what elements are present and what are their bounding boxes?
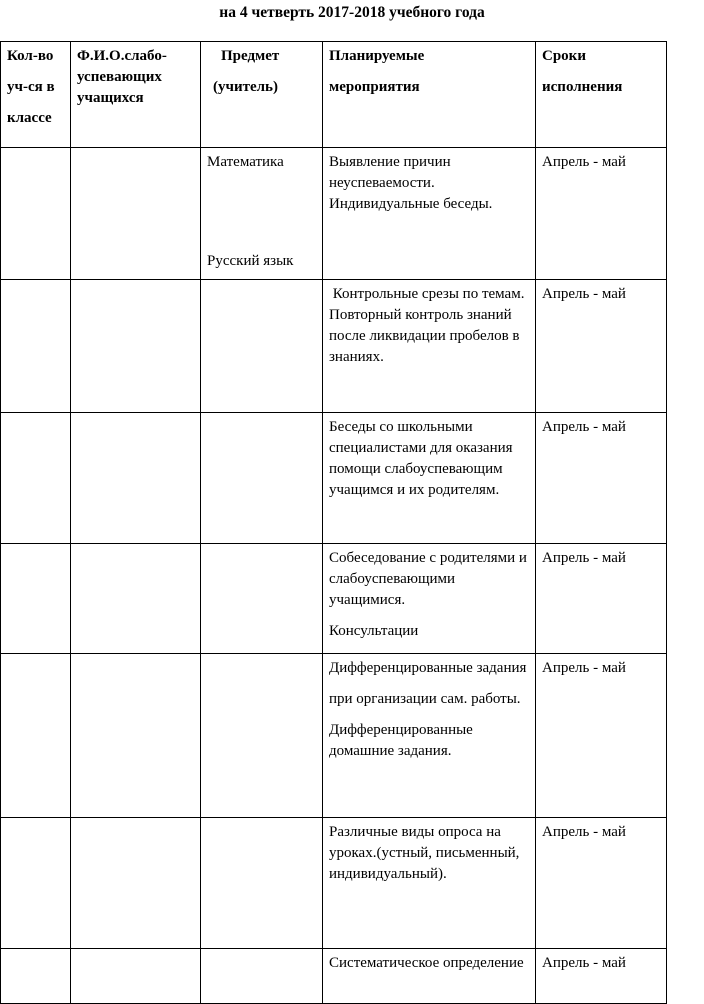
event-cell [323,949,536,1004]
header-terms-line: Сроки [542,48,586,64]
event-text: Различные виды опроса на уроках.(устный, письменный, индивидуальный). [329,824,520,882]
term-cell: Апрель - май [536,654,667,818]
term-cell: Апрель - май [536,949,667,1004]
count-cell [1,544,71,654]
subject-cell [201,818,323,949]
table-row [1,544,667,654]
event-text: Систематическое определение [329,955,524,971]
header-count-line: уч-ся в [7,79,55,95]
header-fio-line: учащихся [77,90,144,106]
header-events [323,42,536,148]
subject-math: Математика [207,154,284,170]
term-cell: Апрель - май [536,280,667,413]
header-fio-line: Ф.И.О.слабо- [77,48,167,64]
header-fio-line: успевающих [77,69,162,85]
header-count-line: Кол-во [7,48,54,64]
fio-cell [71,818,201,949]
event-cell [323,818,536,949]
event-text: при организации сам. работы. [329,691,521,707]
header-terms-line: исполнения [542,79,623,95]
header-count-line: классе [7,110,52,126]
header-events-line: мероприятия [329,79,420,95]
fio-cell [71,413,201,544]
count-cell [1,654,71,818]
table-row [1,818,667,949]
subject-cell [201,654,323,818]
fio-cell [71,654,201,818]
event-text: Дифференцированные домашние задания. [329,722,473,759]
header-subject [201,42,323,148]
subject-cell [201,148,323,280]
document-title: на 4 четверть 2017-2018 учебного года [219,4,485,21]
fio-cell [71,148,201,280]
header-subject-line: Предмет [221,48,280,64]
plan-table [0,41,667,1004]
subject-cell [201,949,323,1004]
event-cell [323,280,536,413]
fio-cell [71,280,201,413]
table-row [1,949,667,1004]
count-cell [1,413,71,544]
count-cell [1,148,71,280]
header-row [1,42,667,148]
subject-cell [201,280,323,413]
subject-russian: Русский язык [207,253,294,269]
count-cell [1,949,71,1004]
header-fio [71,42,201,148]
event-text: Консультации [329,623,419,639]
term-cell: Апрель - май [536,544,667,654]
header-terms [536,42,667,148]
event-cell [323,148,536,280]
event-cell [323,413,536,544]
event-text: Выявление причин неуспеваемости. Индивидуальные беседы. [329,154,493,212]
count-cell [1,818,71,949]
table-row [1,413,667,544]
term-cell: Апрель - май [536,148,667,280]
event-cell [323,654,536,818]
event-text: Беседы со школьными специалистами для оказания помощи слабоуспевающим учащимся и их родителям. [329,419,513,498]
event-text: Собеседование с родителями и слабоуспевающими учащимися. [329,550,527,608]
count-cell [1,280,71,413]
header-subject-line: (учитель) [213,79,278,95]
fio-cell [71,544,201,654]
table-row [1,280,667,413]
subject-cell [201,544,323,654]
event-cell [323,544,536,654]
subject-cell [201,413,323,544]
term-cell: Апрель - май [536,413,667,544]
event-text: Контрольные срезы по темам. Повторный контроль знаний после ликвидации пробелов в знаниях. [329,286,529,365]
header-events-line: Планируемые [329,48,425,64]
term-cell: Апрель - май [536,818,667,949]
table-row [1,148,667,280]
header-count [1,42,71,148]
fio-cell [71,949,201,1004]
event-text: Дифференцированные задания [329,660,527,676]
table-row [1,654,667,818]
